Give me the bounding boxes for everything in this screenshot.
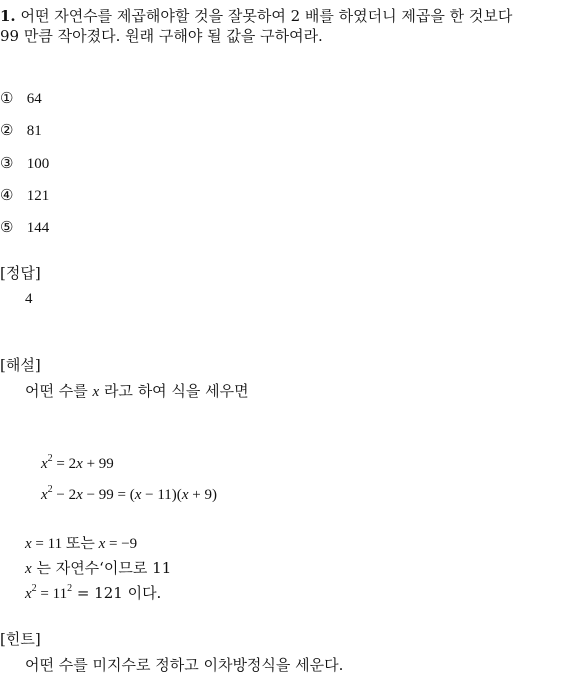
solution-line-2 bbox=[25, 558, 171, 579]
question-text-1: 어떤 자연수를 제곱해야할 것을 잘못하여 2 배를 하였더니 제곱을 한 것보다 bbox=[20, 7, 513, 25]
eq2-var-d: x bbox=[181, 487, 189, 503]
explanation-intro-pre: 어떤 수를 bbox=[25, 382, 93, 400]
explanation-intro-var: x bbox=[92, 384, 100, 400]
sol1-b: = −9 bbox=[105, 536, 138, 552]
sol3-var-a: x bbox=[25, 586, 32, 602]
choice-2-value: 81 bbox=[26, 123, 42, 139]
question-number: 1. bbox=[0, 7, 16, 25]
sol3-exp-b: 2 bbox=[67, 583, 73, 594]
question-text-2: 99 만큼 작아졌다. 원래 구해야 될 값을 구하여라. bbox=[0, 27, 323, 45]
eq2-b: − 2 bbox=[52, 487, 77, 503]
eq2-c: − 99 = ( bbox=[82, 487, 135, 503]
eq1-var-a: x bbox=[41, 456, 48, 472]
answer-header: [정답] bbox=[0, 264, 41, 282]
hint-text: 어떤 수를 미지수로 정하고 이차방정식을 세운다. bbox=[25, 656, 344, 674]
eq1-rhs-post: + 99 bbox=[82, 456, 114, 472]
eq1-exp: 2 bbox=[47, 453, 53, 464]
sol2-var-a: x bbox=[25, 561, 32, 577]
eq2-e: + 9) bbox=[188, 487, 217, 503]
sol2-a: 는 자연수‘이므로 11 bbox=[31, 559, 172, 577]
eq2-var-c: x bbox=[134, 487, 142, 503]
eq1-var-b: x bbox=[76, 456, 83, 472]
sol3-exp-a: 2 bbox=[31, 583, 37, 594]
sol1-var-a: x bbox=[25, 536, 32, 552]
equation-1 bbox=[41, 454, 114, 474]
choice-3[interactable] bbox=[0, 153, 49, 174]
choice-5[interactable] bbox=[0, 217, 49, 238]
eq2-d: − 11)( bbox=[141, 487, 182, 503]
explanation-intro bbox=[25, 381, 249, 402]
choice-5-mark: ⑤ bbox=[0, 218, 14, 236]
answer-value: 4 bbox=[25, 291, 33, 307]
eq1-rhs-pre: = 2 bbox=[52, 456, 77, 472]
solution-line-3 bbox=[25, 583, 161, 604]
choice-4[interactable] bbox=[0, 185, 49, 206]
choice-2-mark: ② bbox=[0, 121, 14, 139]
sol1-a: = 11 bbox=[31, 536, 66, 552]
eq2-exp: 2 bbox=[47, 484, 53, 495]
question-line-2 bbox=[0, 26, 323, 46]
eq2-var-a: x bbox=[41, 487, 48, 503]
explanation-intro-post: 라고 하여 식을 세우면 bbox=[99, 382, 249, 400]
choice-2[interactable] bbox=[0, 120, 42, 141]
sol1-var-b: x bbox=[98, 536, 106, 552]
choice-4-value: 121 bbox=[26, 188, 50, 204]
hint-header: [힌트] bbox=[0, 630, 41, 648]
choice-5-value: 144 bbox=[26, 220, 50, 236]
choice-4-mark: ④ bbox=[0, 186, 14, 204]
sol3-b: = 11 bbox=[36, 586, 68, 602]
equation-2 bbox=[41, 485, 217, 505]
choice-1[interactable] bbox=[0, 88, 42, 109]
sol3-c: = 121 이다. bbox=[72, 584, 162, 602]
choice-1-mark: ① bbox=[0, 89, 14, 107]
choice-3-mark: ③ bbox=[0, 154, 14, 172]
question-line-1 bbox=[0, 6, 512, 26]
choice-1-value: 64 bbox=[26, 91, 42, 107]
choice-3-value: 100 bbox=[26, 156, 50, 172]
solution-line-1 bbox=[25, 533, 137, 554]
sol1-or: 또는 bbox=[65, 534, 95, 552]
explanation-header: [해설] bbox=[0, 356, 41, 374]
eq2-var-b: x bbox=[76, 487, 83, 503]
